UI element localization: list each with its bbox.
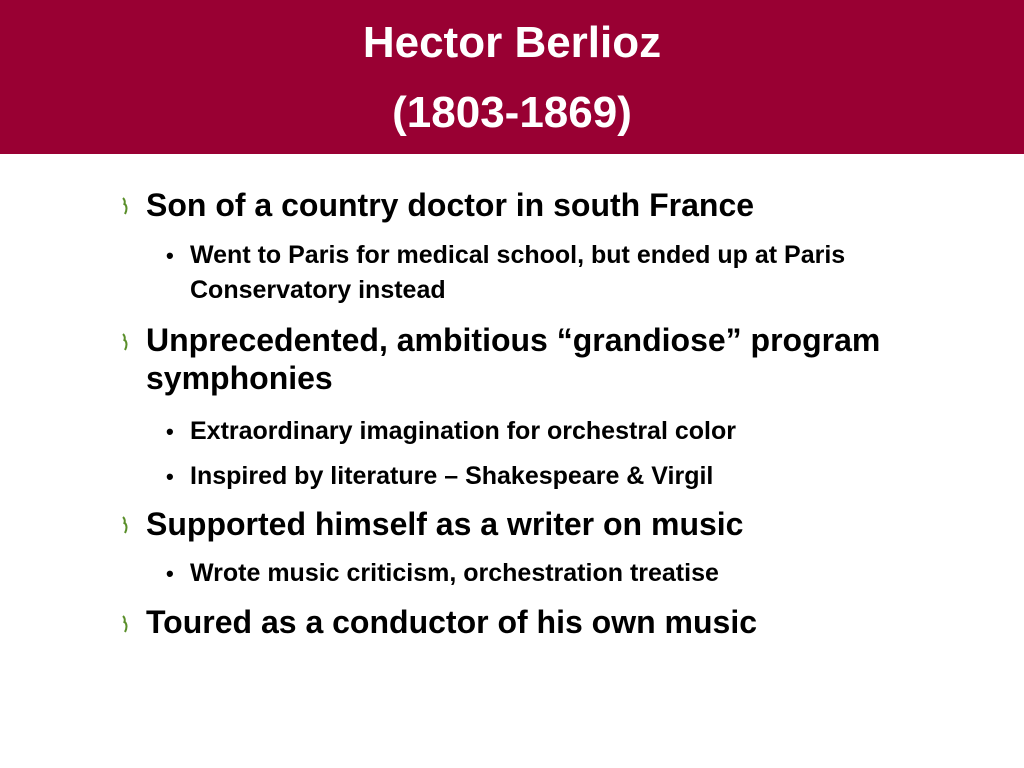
sub-bullet-item: Inspired by literature – Shakespeare & Virgil: [190, 462, 714, 490]
slide-subtitle-dates: (1803-1869): [392, 88, 632, 137]
sub-bullet-dot: •: [166, 243, 174, 268]
sub-bullet-item: Went to Paris for medical school, but ended up at Paris Conservatory instead: [190, 241, 846, 304]
leaf-sprout-icon: [117, 332, 133, 352]
leaf-sprout-icon: [117, 614, 133, 634]
sub-bullet-dot: •: [166, 419, 174, 444]
slide-title: Hector Berlioz: [362, 18, 662, 67]
leaf-sprout-icon: [117, 196, 133, 216]
sub-bullet-item: Wrote music criticism, orchestration treatise: [190, 559, 719, 587]
leaf-sprout-icon: [117, 515, 133, 535]
bullet-item: Supported himself as a writer on music: [146, 506, 744, 542]
bullet-item: Toured as a conductor of his own music: [146, 604, 758, 640]
bullet-item: Unprecedented, ambitious “grandiose” program symphonies: [146, 322, 881, 396]
sub-bullet-dot: •: [166, 464, 174, 489]
sub-bullet-item: Extraordinary imagination for orchestral color: [190, 417, 736, 445]
bullet-item: Son of a country doctor in south France: [146, 187, 755, 223]
sub-bullet-dot: •: [166, 561, 174, 586]
